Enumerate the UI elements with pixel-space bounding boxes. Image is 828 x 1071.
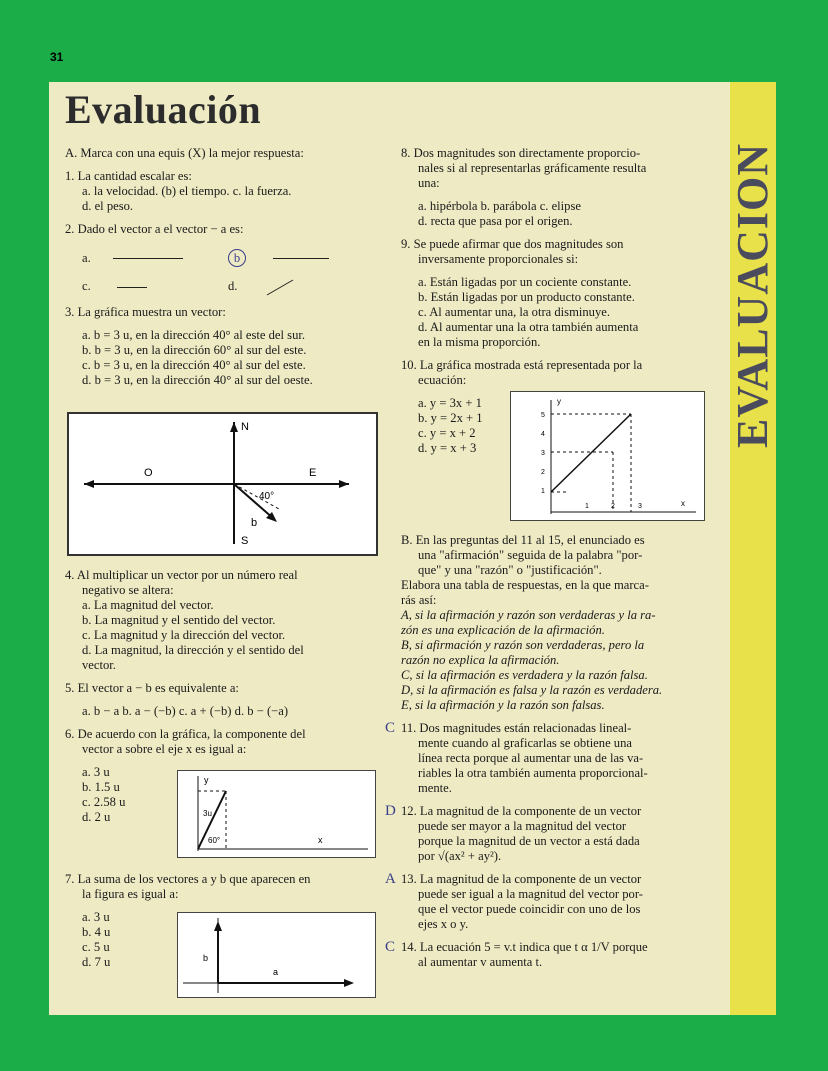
- q11-text-2: mente cuando al graficarlas se obtiene una: [418, 736, 632, 750]
- q4-option-b: b. La magnitud y el sentido del vector.: [82, 613, 276, 627]
- q10-label-y: y: [557, 397, 561, 406]
- q11-text: 11. Dos magnitudes están relacionadas lineal-: [401, 721, 632, 735]
- q10-option-a: a. y = 3x + 1: [418, 396, 482, 410]
- q9-stem-cont: inversamente proporcionales si:: [418, 252, 579, 266]
- q10-graph-svg: [511, 392, 704, 520]
- q2-vector-b: [273, 258, 329, 259]
- q6-label-angle: 60°: [208, 836, 221, 845]
- q3-option-c: c. b = 3 u, en la dirección 40° al sur del este.: [82, 358, 306, 372]
- q10-stem: 10. La gráfica mostrada está representada por la: [401, 358, 643, 372]
- q13-text: 13. La magnitud de la componente de un vector: [401, 872, 642, 886]
- q3-option-b: b. b = 3 u, en la dirección 60° al sur del este.: [82, 343, 307, 357]
- q8-option-d: d. recta que pasa por el origen.: [418, 214, 573, 228]
- q7-vector-svg: [178, 913, 375, 997]
- section-b-cont: una "afirmación" seguida de la palabra "por-: [418, 548, 643, 562]
- q4-option-d: d. La magnitud, la dirección y el sentido del: [82, 643, 304, 657]
- q10-graph-figure: [510, 391, 705, 521]
- q2-vector-c: [117, 287, 147, 288]
- q5-stem: 5. El vector a − b es equivalente a:: [65, 681, 239, 695]
- q7-vector-a-arrowhead: [344, 979, 354, 987]
- q9-option-b: b. Están ligadas por un producto constante.: [418, 290, 635, 304]
- q11-block: [385, 720, 726, 796]
- q11-text-4: riables la otra también aumenta proporcional-: [418, 766, 648, 780]
- q10-line: [551, 414, 631, 492]
- q6-option-a: a. 3 u: [82, 765, 110, 779]
- q13-text-2: puede ser igual a la magnitud del vector por-: [418, 887, 643, 901]
- q12-text-2: puede ser mayor a la magnitud del vector: [418, 819, 627, 833]
- q13-text-3: que el vector puede coincidir con uno de los: [418, 902, 641, 916]
- side-banner-text: EVALUACION: [728, 142, 778, 448]
- q3-compass-svg: [69, 414, 376, 554]
- q4-option-c: c. La magnitud y la dirección del vector.: [82, 628, 286, 642]
- section-b-instructions-cont: rás así:: [401, 593, 437, 607]
- q3-option-d: d. b = 3 u, en la dirección 40° al sur del oeste.: [82, 373, 313, 387]
- q13-text-4: ejes x o y.: [418, 917, 469, 931]
- q4-stem: 4. Al multiplicar un vector por un número real: [65, 568, 298, 582]
- key-c: C, si la afirmación es verdadera y la razón falsa.: [401, 668, 648, 682]
- q14-text-2: al aumentar v aumenta t.: [418, 955, 543, 969]
- q14-block: [385, 939, 726, 970]
- q7-option-d: d. 7 u: [82, 955, 111, 969]
- q6-label-length: 3u: [203, 809, 212, 818]
- q7-stem-cont: la figura es igual a:: [82, 887, 179, 901]
- q6-label-y: y: [204, 775, 209, 785]
- q7-option-b: b. 4 u: [82, 925, 111, 939]
- q9-option-d: d. Al aumentar una la otra también aumenta: [418, 320, 639, 334]
- q8-stem: 8. Dos magnitudes son directamente proporcio-: [401, 146, 641, 160]
- label-e: E: [309, 467, 317, 479]
- q14-text: 14. La ecuación 5 = v.t indica que t α 1/V porque: [401, 940, 648, 954]
- q10-option-d: d. y = x + 3: [418, 441, 477, 455]
- key-b: B, si afirmación y razón son verdaderas, pero la: [401, 638, 645, 652]
- q4-option-d-cont: vector.: [82, 658, 116, 672]
- q6-label-x: x: [318, 835, 323, 845]
- q2-option-d: d.: [228, 279, 238, 293]
- q6-stem-cont: vector a sobre el eje x es igual a:: [82, 742, 247, 756]
- q2-option-c: c.: [82, 279, 91, 293]
- q10-option-c: c. y = x + 2: [418, 426, 476, 440]
- q3-option-a: a. b = 3 u, en la dirección 40° al este del sur.: [82, 328, 306, 342]
- page-number: 31: [50, 50, 64, 64]
- q4-stem-cont: negativo se altera:: [82, 583, 174, 597]
- q1-options: a. la velocidad. (b) el tiempo. c. la fuerza.: [82, 184, 292, 198]
- section-b-heading: B. En las preguntas del 11 al 15, el enunciado es: [401, 533, 645, 547]
- q7-vector-figure: [177, 912, 376, 998]
- q3-compass-figure: [67, 412, 378, 556]
- q6-option-b: b. 1.5 u: [82, 780, 120, 794]
- q11-text-3: línea recta porque al aumentar una de las va-: [418, 751, 644, 765]
- right-column-lower: [385, 533, 726, 970]
- evaluation-page: [49, 82, 776, 1015]
- q7-option-c: c. 5 u: [82, 940, 110, 954]
- q10-ytick-5: 5: [541, 412, 545, 419]
- q7-option-a: a. 3 u: [82, 910, 110, 924]
- q10-ytick-3: 3: [541, 450, 545, 457]
- q6-vector-svg: [178, 771, 375, 857]
- key-b-cont: razón no explica la afirmación.: [401, 653, 560, 667]
- q2-stem: 2. Dado el vector a el vector − a es:: [65, 222, 244, 236]
- section-b-cont-2: que" y una "razón" o "justificación".: [418, 563, 602, 577]
- q7-label-b: b: [203, 953, 209, 963]
- q10-label-x: x: [681, 499, 685, 508]
- q6-stem: 6. De acuerdo con la gráfica, la componente del: [65, 727, 306, 741]
- q1-option-d: d. el peso.: [82, 199, 134, 213]
- q2-vector-a: [113, 258, 183, 259]
- q12-answer-mark: D: [385, 803, 396, 819]
- q10-xtick-2: 2: [611, 503, 615, 510]
- q2-option-a: a.: [82, 251, 91, 265]
- q7-vector-b-arrowhead: [214, 921, 222, 931]
- q9-stem: 9. Se puede afirmar que dos magnitudes son: [401, 237, 624, 251]
- q9-option-a: a. Están ligadas por un cociente constante.: [418, 275, 632, 289]
- label-o: O: [144, 467, 153, 479]
- q7-label-a: a: [273, 967, 279, 977]
- q13-answer-mark: A: [385, 871, 396, 887]
- label-n: N: [241, 421, 249, 433]
- label-angle: 40°: [259, 491, 275, 502]
- key-d: D, si la afirmación es falsa y la razón es verdadera.: [401, 683, 663, 697]
- q8-stem-cont: nales si al representarlas gráficamente resulta: [418, 161, 647, 175]
- q10-xtick-1: 1: [585, 503, 589, 510]
- q11-text-5: mente.: [418, 781, 452, 795]
- q7-stem: 7. La suma de los vectores a y b que aparecen en: [65, 872, 311, 886]
- east-arrowhead: [339, 480, 349, 488]
- q14-answer-mark: C: [385, 939, 396, 955]
- q5-options: a. b − a b. a − (−b) c. a + (−b) d. b − (−a): [82, 704, 289, 718]
- left-column: [65, 146, 377, 388]
- label-s: S: [241, 535, 249, 547]
- key-a-cont: zón es una explicación de la afirmación.: [401, 623, 605, 637]
- q12-block: [385, 803, 726, 864]
- q2-options: [65, 237, 377, 297]
- section-a-heading: A. Marca con una equis (X) la mejor respuesta:: [65, 146, 304, 160]
- q10-ytick-1: 1: [541, 488, 545, 495]
- q12-text-3: porque la magnitud de un vector a está dada: [418, 834, 640, 848]
- q9-option-c: c. Al aumentar una, la otra disminuye.: [418, 305, 610, 319]
- key-a: A, si la afirmación y razón son verdaderas y la ra-: [401, 608, 656, 622]
- q10-ytick-2: 2: [541, 469, 545, 476]
- north-arrowhead: [230, 422, 238, 432]
- q10-stem-cont: ecuación:: [418, 373, 467, 387]
- q13-block: [385, 871, 726, 932]
- q9-option-d-cont: en la misma proporción.: [418, 335, 541, 349]
- q8-options: a. hipérbola b. parábola c. elipse: [418, 199, 581, 213]
- q10-option-b: b. y = 2x + 1: [418, 411, 483, 425]
- label-vector-b: b: [251, 517, 258, 529]
- q2-vector-d: [267, 280, 293, 296]
- q4-option-a: a. La magnitud del vector.: [82, 598, 214, 612]
- q3-stem: 3. La gráfica muestra un vector:: [65, 305, 226, 319]
- q10-xtick-3: 3: [638, 503, 642, 510]
- section-b-instructions: Elabora una tabla de respuestas, en la que marca-: [401, 578, 649, 592]
- q10-ytick-4: 4: [541, 431, 545, 438]
- key-e: E, si la afirmación y la razón son falsas.: [401, 698, 605, 712]
- west-arrowhead: [84, 480, 94, 488]
- q6-option-d: d. 2 u: [82, 810, 111, 824]
- q6-vector-figure: [177, 770, 376, 858]
- q6-option-c: c. 2.58 u: [82, 795, 126, 809]
- page-title: Evaluación: [65, 87, 262, 132]
- q2-option-b: b: [228, 249, 246, 267]
- q12-text: 12. La magnitud de la componente de un vector: [401, 804, 642, 818]
- q12-text-4: por √(ax² + ay²).: [418, 849, 502, 863]
- q1-stem: 1. La cantidad escalar es:: [65, 169, 192, 183]
- q8-stem-end: una:: [418, 176, 440, 190]
- q11-answer-mark: C: [385, 720, 396, 736]
